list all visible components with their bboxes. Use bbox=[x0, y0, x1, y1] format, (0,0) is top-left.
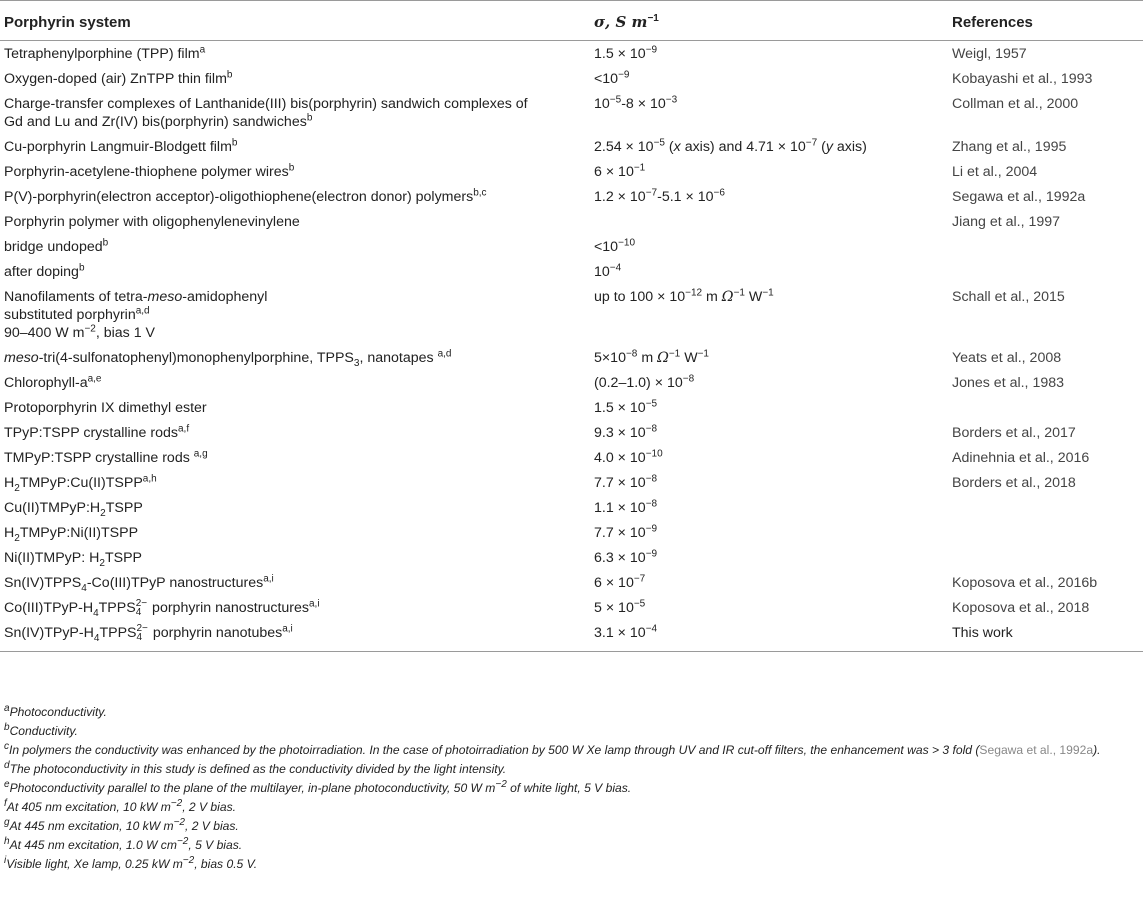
footnote-e: $^e$Photoconductivity parallel to the plane of the multilayer, in-plane photoconductivity, 50 W $m^{-2}$ of white light, 5 V bias. bbox=[4, 778, 632, 795]
sigma-cell: $1.5 \times 10^{-5}$ bbox=[594, 397, 658, 416]
sigma-cell: $5\times 10^{-8}$ m $\Omega^{-1}$ $W^{-1}$ bbox=[594, 347, 709, 366]
sigma-cell: $4.0 \times 10^{-10}$ bbox=[594, 447, 663, 466]
sigma-cell: $10^{-4}$ bbox=[594, 261, 622, 280]
table-header-row bbox=[0, 1, 1143, 41]
sigma-cell: up to $100 \times 10^{-12}$ m $\Omega^{-1}$ $W^{-1}$ bbox=[594, 286, 774, 305]
reference-cell bbox=[948, 495, 1143, 520]
system-cell: Chlorophyll-$a^{a,e}$ bbox=[4, 372, 102, 391]
table-row bbox=[0, 159, 1143, 184]
sigma-cell: $3.1 \times 10^{-4}$ bbox=[590, 620, 948, 651]
reference-cell: Borders et al., 2018 bbox=[952, 474, 1076, 491]
system-cell: Porphyrin polymer with oligophenylenevinylene bbox=[4, 213, 300, 230]
reference-cell bbox=[948, 259, 1143, 284]
footnote-c: $^c$In polymers the conductivity was enhanced by the photoirradiation. In the case of photoirradiation by 500 W Xe lamp through UV and IR cut-off filters, the enhancement was > 3 fold (Segawa et al., 1992a). bbox=[4, 740, 1101, 757]
table-row bbox=[0, 184, 1143, 209]
system-cell: $Sn(IV)TPyP-H_4TPPS$ 2− 4 porphyrin nanotubes$^{a,i}$ bbox=[0, 620, 590, 651]
table-row bbox=[0, 520, 1143, 545]
table-row bbox=[0, 345, 1143, 370]
sigma-cell: $5 \times 10^{-5}$ bbox=[594, 597, 646, 616]
system-cell: $H_2TMPyP:Cu(II)TSPP^{a,h}$ bbox=[4, 472, 157, 494]
system-cell: Porphyrin-acetylene-thiophene polymer wires$^b$ bbox=[4, 161, 295, 180]
table-row bbox=[0, 595, 1143, 620]
reference-cell: Kobayashi et al., 1993 bbox=[952, 70, 1093, 87]
system-cell: Nanofilaments of tetra-meso-amidophenyl substituted porphyrin$^{a,d}$ 90–400 W $m^{-2}$, bias 1 V bbox=[4, 288, 268, 341]
footnote-i: $^i$Visible light, Xe lamp, 0.25 kW $m^{-2}$, bias 0.5 V. bbox=[4, 854, 258, 871]
reference-cell: Koposova et al., 2018 bbox=[952, 599, 1090, 616]
sigma-cell: $1.5 \times 10^{-9}$ bbox=[594, 43, 658, 62]
sigma-cell: $10^{-5}-8 \times 10^{-3}$ bbox=[594, 93, 678, 112]
reference-cell bbox=[948, 520, 1143, 545]
system-cell: $Co(III)TPyP-H_4TPPS$ 2− 4 porphyrin nanostructures$^{a,i}$ bbox=[4, 597, 320, 619]
sigma-cell: $1.2 \times 10^{-7}-5.1 \times 10^{-6}$ bbox=[594, 186, 725, 205]
footnote-b: $^b$Conductivity. bbox=[4, 721, 78, 738]
table-row bbox=[0, 620, 1143, 651]
reference-cell bbox=[948, 545, 1143, 570]
system-cell: TPyP:TSPP crystalline rods$^{a,f}$ bbox=[4, 422, 190, 441]
reference-cell: Collman et al., 2000 bbox=[952, 95, 1079, 112]
reference-cell: Yeats et al., 2008 bbox=[952, 349, 1062, 366]
system-cell: after doping$^b$ bbox=[4, 261, 85, 280]
table-row bbox=[0, 420, 1143, 445]
footnote-h: $^h$At 445 nm excitation, 1.0 W $cm^{-2}$, 5 V bias. bbox=[4, 835, 243, 852]
table-row bbox=[0, 259, 1143, 284]
system-cell: Oxygen-doped (air) ZnTPP thin film$^b$ bbox=[4, 68, 233, 87]
system-cell: TMPyP:TSPP crystalline rods $^{a,g}$ bbox=[4, 447, 208, 466]
sigma-cell: $6 \times 10^{-1}$ bbox=[594, 161, 646, 180]
table-row bbox=[0, 91, 1143, 134]
reference-cell: Jones et al., 1983 bbox=[952, 374, 1065, 391]
table-row bbox=[0, 66, 1143, 91]
sigma-cell: $2.54 \times 10^{-5}$ (x axis) and $4.71 \times 10^{-7}$ (y axis) bbox=[594, 136, 867, 155]
sigma-cell: $7.7 \times 10^{-9}$ bbox=[594, 522, 658, 541]
sigma-cell: $1.1 \times 10^{-8}$ bbox=[594, 497, 658, 516]
sigma-cell: $6.3 \times 10^{-9}$ bbox=[594, 547, 658, 566]
table-row bbox=[0, 134, 1143, 159]
reference-cell: Segawa et al., 1992a bbox=[952, 188, 1086, 205]
footnote-a: $^a$Photoconductivity. bbox=[4, 702, 107, 719]
table-row bbox=[0, 41, 1143, 67]
reference-cell: Li et al., 2004 bbox=[952, 163, 1038, 180]
reference-cell: Koposova et al., 2016b bbox=[952, 574, 1098, 591]
table-row bbox=[0, 545, 1143, 570]
header-porphyrin-system: Porphyrin system bbox=[0, 1, 590, 41]
reference-cell: Schall et al., 2015 bbox=[952, 288, 1065, 305]
reference-cell: Weigl, 1957 bbox=[952, 45, 1027, 62]
system-cell: Protoporphyrin IX dimethyl ester bbox=[4, 399, 207, 416]
footnote-c-link[interactable]: Segawa et al., 1992a bbox=[979, 743, 1094, 757]
system-cell: Cu-porphyrin Langmuir-Blodgett film$^b$ bbox=[4, 136, 238, 155]
system-cell: meso-tri(4-sulfonatophenyl)monophenylporphine, $TPPS_3$, nanotapes $^{a,d}$ bbox=[4, 347, 452, 369]
reference-cell bbox=[948, 395, 1143, 420]
footnote-g: $^g$At 445 nm excitation, 10 kW $m^{-2}$, 2 V bias. bbox=[4, 816, 239, 833]
reference-cell: This work bbox=[948, 620, 1143, 651]
system-cell: Charge-transfer complexes of Lanthanide(III) bis(porphyrin) sandwich complexes of Gd and Lu and Zr(IV) bis(porphyrin) sandwiches$^b$ bbox=[4, 95, 528, 130]
reference-cell: Adinehnia et al., 2016 bbox=[952, 449, 1090, 466]
system-cell: $H_2TMPyP:Ni(II)TSPP$ bbox=[4, 524, 139, 544]
header-sigma: σ, S $m^{-1}$ bbox=[590, 1, 948, 41]
sigma-cell: $7.7 \times 10^{-8}$ bbox=[594, 472, 658, 491]
table-row bbox=[0, 445, 1143, 470]
reference-cell bbox=[948, 234, 1143, 259]
sigma-cell bbox=[590, 209, 948, 234]
sigma-cell: $<10^{-10}$ bbox=[594, 236, 636, 255]
table-row bbox=[0, 284, 1143, 345]
system-cell: Ni(II)TMPyP: $H_2TSPP$ bbox=[4, 549, 142, 569]
sigma-cell: $(0.2-1.0) \times 10^{-8}$ bbox=[594, 372, 695, 391]
system-cell: $Sn(IV)TPPS_4-Co(III)TPyP$ nanostructures$^{a,i}$ bbox=[4, 572, 274, 594]
reference-cell: Jiang et al., 1997 bbox=[952, 213, 1061, 230]
footnote-d: $^d$The photoconductivity in this study is defined as the conductivity divided by the light intensity. bbox=[4, 759, 507, 776]
table-row bbox=[0, 495, 1143, 520]
reference-cell: Zhang et al., 1995 bbox=[952, 138, 1067, 155]
table-row bbox=[0, 395, 1143, 420]
sigma-cell: $9.3 \times 10^{-8}$ bbox=[594, 422, 658, 441]
table-row bbox=[0, 570, 1143, 595]
table-row bbox=[0, 234, 1143, 259]
system-cell: bridge undoped$^b$ bbox=[4, 236, 109, 255]
footnote-f: $^f$At 405 nm excitation, 10 kW $m^{-2}$, 2 V bias. bbox=[4, 797, 236, 814]
system-cell: Tetraphenylporphine (TPP) film$^a$ bbox=[4, 43, 206, 62]
sigma-cell: $6 \times 10^{-7}$ bbox=[594, 572, 646, 591]
table-row bbox=[0, 470, 1143, 495]
table-footnotes bbox=[4, 704, 1139, 875]
reference-cell: Borders et al., 2017 bbox=[952, 424, 1076, 441]
table-row bbox=[0, 209, 1143, 234]
system-cell: $Cu(II)TMPyP:H_2TSPP$ bbox=[4, 499, 143, 519]
table-row bbox=[0, 370, 1143, 395]
system-cell: P(V)-porphyrin(electron acceptor)-oligothiophene(electron donor) polymers$^{b,c}$ bbox=[4, 186, 487, 205]
sigma-cell: $<10^{-9}$ bbox=[594, 68, 630, 87]
header-references: References bbox=[948, 1, 1143, 41]
